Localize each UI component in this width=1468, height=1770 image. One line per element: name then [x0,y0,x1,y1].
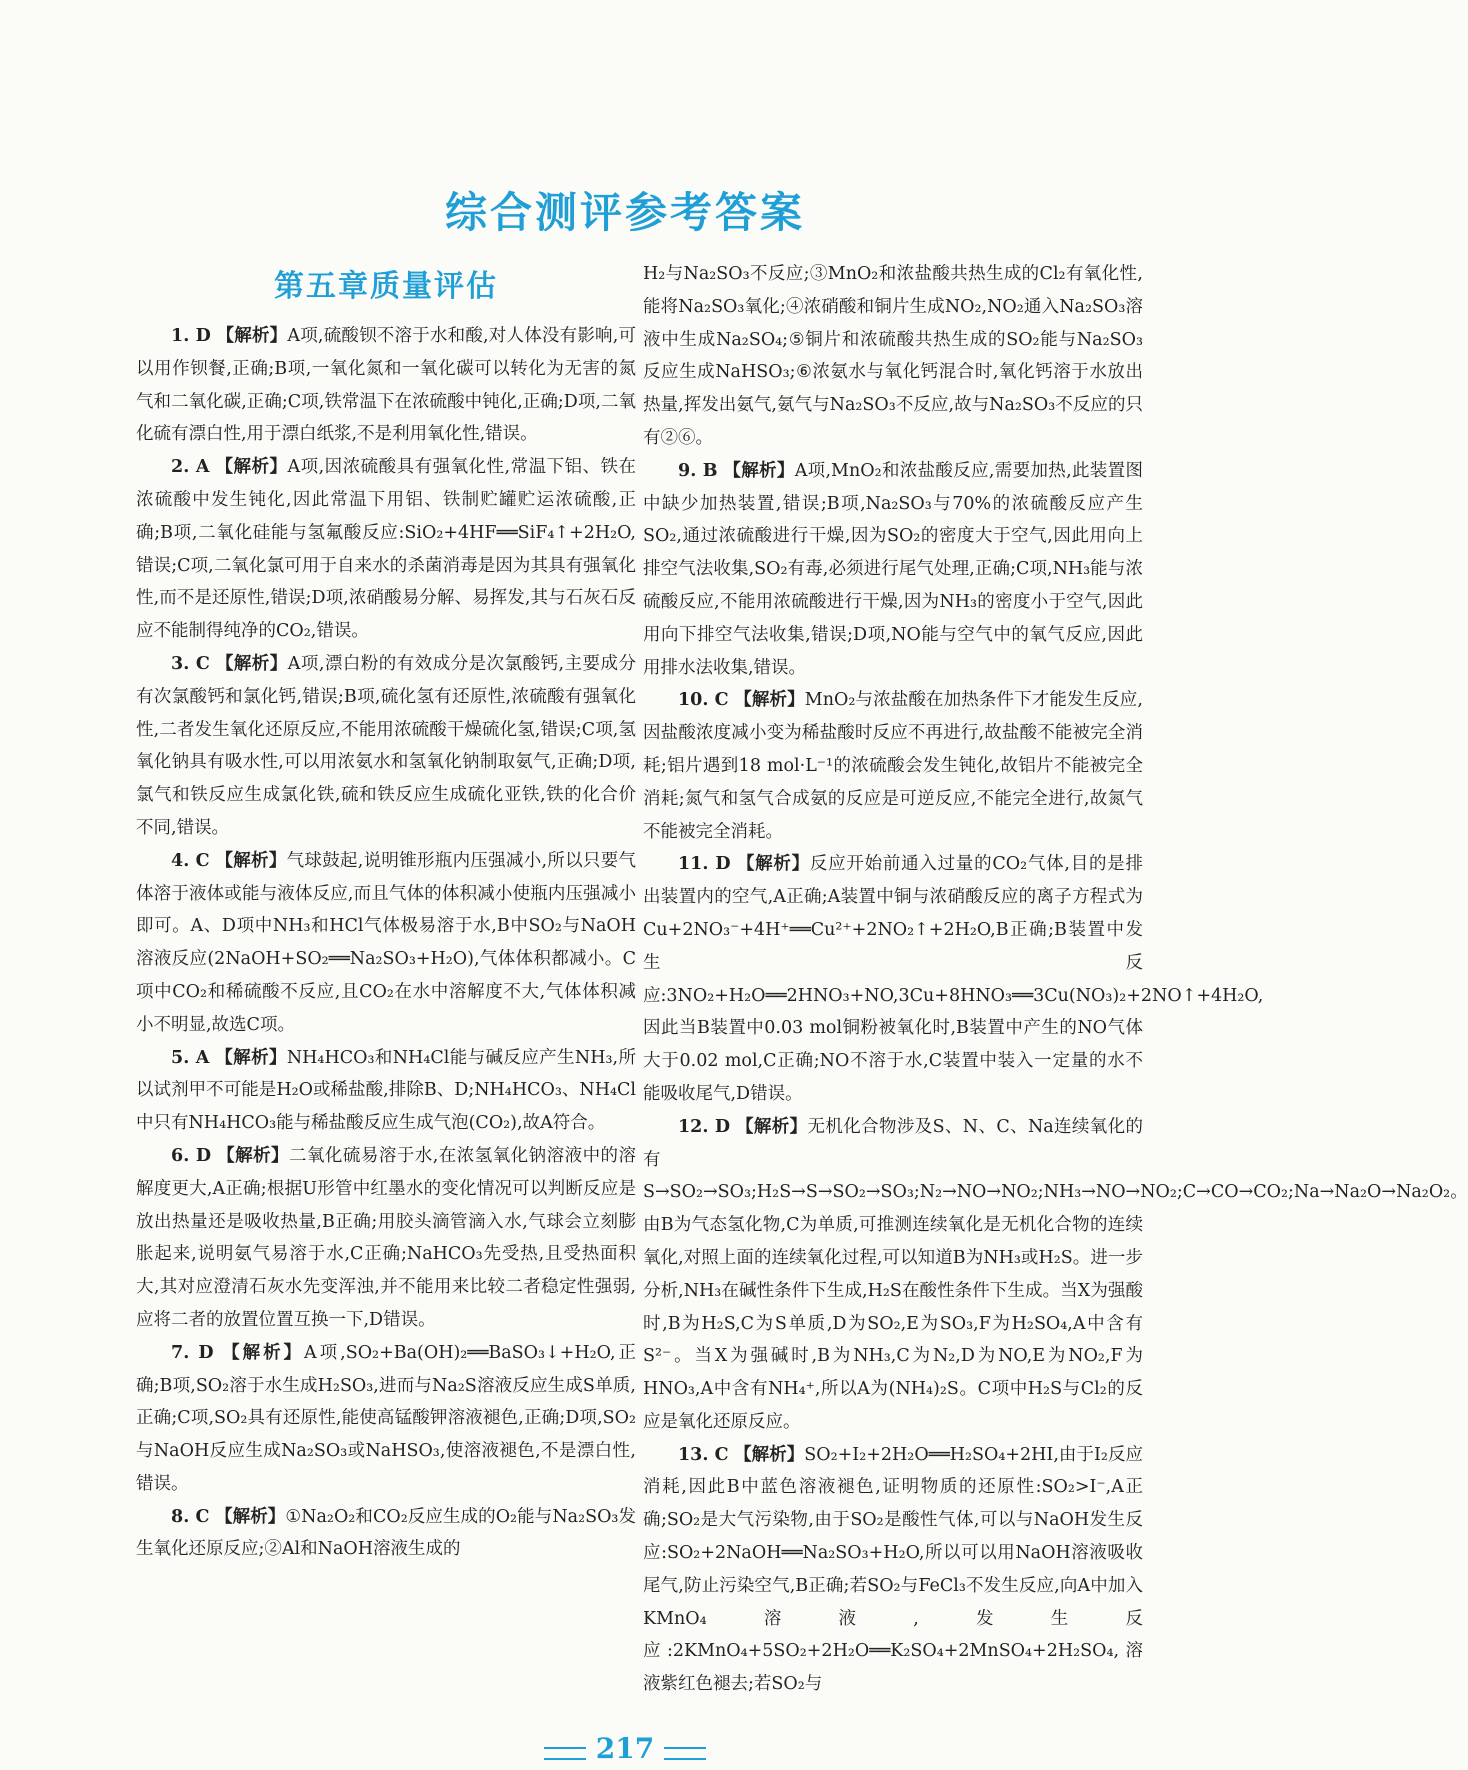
answer-choice: D [195,326,211,346]
answer-explanation: A项,MnO₂和浓盐酸反应,需要加热,此装置图中缺少加热装置,错误;B项,Na₂SO₃与70%的浓硫酸反应产生SO₂,通过浓硫酸进行干燥,因为SO₂的密度大于空气,因此用向上排空气法收集,SO₂有毒,必须进行尾气处理,正确;C项,NH₃能与浓硫酸反应,不能用浓硫酸进行干燥,因为NH₃的密度小于空气,因此用向下排空气法收集,错误;D项,NO能与空气中的氧气反应,因此用排水法收集,错误。 [643,460,1143,678]
answer-explanation: A项,SO₂+Ba(OH)₂══BaSO₃↓+H₂O,正确;B项,SO₂溶于水生成H₂SO₃,进而与Na₂S溶液反应生成S单质,正确;C项,SO₂具有还原性,能使高锰酸钾溶液褪色,正确;D项,SO₂与NaOH反应生成Na₂SO₃或NaHSO₃,使溶液褪色,不是漂白性,错误。 [136,1342,636,1494]
answer-item: 12. D 【解析】无机化合物涉及S、N、C、Na连续氧化的有S→SO₂→SO₃;H₂S→S→SO₂→SO₃;N₂→NO→NO₂;NH₃→NO→NO₂;C→CO→CO₂;Na→Na₂O→Na₂O₂。由B为气态氢化物,C为单质,可推测连续氧化是无机化合物的连续氧化,对照上面的连续氧化过程,可以知道B为NH₃或H₂S。进一步分析,NH₃在碱性条件下生成,H₂S在酸性条件下生成。当X为强酸时,B为H₂S,C为S单质,D为SO₂,E为SO₃,F为H₂SO₄,A中含有S²⁻。当X为强碱时,B为NH₃,C为N₂,D为NO,E为NO₂,F为HNO₃,A中含有NH₄⁺,所以A为(NH₄)₂S。C项中H₂S与Cl₂的反应是氧化还原反应。 [643,1116,1468,1432]
analysis-tag: 【解析】 [215,1047,287,1068]
left-answer-list [136,320,636,1566]
answer-item: 3. C 【解析】A项,漂白粉的有效成分是次氯酸钙,主要成分有次氯酸钙和氯化钙,错误;B项,硫化氢有还原性,浓硫酸有强氧化性,二者发生氧化还原反应,不能用浓硫酸干燥硫化氢,错误;C项,氢氧化钠具有吸水性,可以用浓氨水和氢氧化钠制取氨气,正确;D项,氯气和铁反应生成氯化铁,硫和铁反应生成硫化亚铁,铁的化合价不同,错误。 [136,653,637,838]
answer-item: 4. C 【解析】气球鼓起,说明锥形瓶内压强减小,所以只要气体溶于液体或能与液体反应,而且气体的体积减小使瓶内压强减小即可。A、D项中NH₃和HCl气体极易溶于水,B中SO₂与NaOH溶液反应(2NaOH+SO₂══Na₂SO₃+H₂O),气体体积都减小。C项中CO₂和稀硫酸不反应,且CO₂在水中溶解度不大,气体体积减小不明显,故选C项。 [136,850,637,1035]
answer-item: 13. C 【解析】SO₂+I₂+2H₂O══H₂SO₄+2HI,由于I₂反应消耗,因此B中蓝色溶液褪色,证明物质的还原性:SO₂>I⁻,A正确;SO₂是大气污染物,由于SO₂是酸性气体,可以与NaOH发生反应:SO₂+2NaOH══Na₂SO₃+H₂O,所以可以用NaOH溶液吸收尾气,防止污染空气,B正确;若SO₂与FeCl₃不发生反应,向A中加入KMnO₄溶液,发生反应:2KMnO₄+5SO₂+2H₂O══K₂SO₄+2MnSO₄+2H₂SO₄,溶液紫红色褪去;若SO₂与 [643,1444,1144,1695]
left-column [136,258,636,1566]
analysis-tag: 【解析】 [215,850,287,871]
answer-choice: C [714,690,729,711]
answer-choice: D [715,854,731,875]
answer-explanation: 气球鼓起,说明锥形瓶内压强减小,所以只要气体溶于液体或能与液体反应,而且气体的体积减小使瓶内压强减小即可。A、D项中NH₃和HCl气体极易溶于水,B中SO₂与NaOH溶液反应(2NaOH+SO₂══Na₂SO₃+H₂O),气体体积都减小。C项中CO₂和稀硫酸不反应,且CO₂在水中溶解度不大,气体体积减小不明显,故选C项。 [136,850,637,1035]
answer-item: 5. A 【解析】NH₄HCO₃和NH₄Cl能与碱反应产生NH₃,所以试剂甲不可能是H₂O或稀盐酸,排除B、D;NH₄HCO₃、NH₄Cl中只有NH₄HCO₃能与稀盐酸反应生成气泡(CO₂),故A符合。 [136,1047,636,1134]
answer-choice: D [198,1342,214,1363]
answer-number: 11 [678,854,703,875]
answer-item: 10. C 【解析】MnO₂与浓盐酸在加热条件下才能发生反应,因盐酸浓度减小变为稀盐酸时反应不再进行,故盐酸不能被完全消耗;铝片遇到18 mol·L⁻¹的浓硫酸会发生钝化,故铝片不能被完全消耗;氮气和氢气合成氨的反应是可逆反应,不能完全进行,故氮气不能被完全消耗。 [643,690,1143,842]
answer-explanation: 反应开始前通入过量的CO₂气体,目的是排出装置内的空气,A正确;A装置中铜与浓硝酸反应的离子方程式为Cu+2NO₃⁻+4H⁺══Cu²⁺+2NO₂↑+2H₂O,B正确;B装置中发生反应:3NO₂+H₂O══2HNO₃+NO,3Cu+8HNO₃══3Cu(NO₃)₂+2NO↑+4H₂O,因此当B装置中0.03 mol铜粉被氧化时,B装置中产生的NO气体大于0.02 mol,C正确;NO不溶于水,C装置中装入一定量的水不能吸收尾气,D错误。 [643,854,1264,1104]
answer-number: 10 [678,690,703,711]
answer-item: 9. B 【解析】A项,MnO₂和浓盐酸反应,需要加热,此装置图中缺少加热装置,错误;B项,Na₂SO₃与70%的浓硫酸反应产生SO₂,通过浓硫酸进行干燥,因为SO₂的密度大于空气,因此用向上排空气法收集,SO₂有毒,必须进行尾气处理,正确;C项,NH₃能与浓硫酸反应,不能用浓硫酸进行干燥,因为NH₃的密度小于空气,因此用向下排空气法收集,错误;D项,NO能与空气中的氧气反应,因此用排水法收集,错误。 [643,460,1143,678]
answer-explanation: SO₂+I₂+2H₂O══H₂SO₄+2HI,由于I₂反应消耗,因此B中蓝色溶液褪色,证明物质的还原性:SO₂>I⁻,A正确;SO₂是大气污染物,由于SO₂是酸性气体,可以与NaOH发生反应:SO₂+2NaOH══Na₂SO₃+H₂O,所以可以用NaOH溶液吸收尾气,防止污染空气,B正确;若SO₂与FeCl₃不发生反应,向A中加入KMnO₄溶液,发生反应:2KMnO₄+5SO₂+2H₂O══K₂SO₄+2MnSO₄+2H₂SO₄,溶液紫红色褪去;若SO₂与 [643,1444,1144,1695]
answer-number: 3 [171,653,184,674]
answer-explanation: ①Na₂O₂和CO₂反应生成的O₂能与Na₂SO₃发生氧化还原反应;②Al和NaOH溶液生成的 [136,1506,637,1560]
answer-item: 1. D 【解析】A项,硫酸钡不溶于水和酸,对人体没有影响,可以用作钡餐,正确;B项,一氧化氮和一氧化碳可以转化为无害的氮气和二氧化碳,正确;C项,铁常温下在浓硫酸中钝化,正确;D项,二氧化硫有漂白性,用于漂白纸浆,不是利用氧化性,错误。 [136,326,637,445]
analysis-tag: 【解析】 [734,1444,805,1465]
answer-choice: A [195,1047,210,1068]
right-answer-list [643,455,1468,1701]
answer-item: 7. D 【解析】A项,SO₂+Ba(OH)₂══BaSO₃↓+H₂O,正确;B项,SO₂溶于水生成H₂SO₃,进而与Na₂S溶液反应生成S单质,正确;C项,SO₂具有还原性,能使高锰酸钾溶液褪色,正确;D项,SO₂与NaOH反应生成Na₂SO₃或NaHSO₃,使溶液褪色,不是漂白性,错误。 [136,1342,636,1494]
answer-item: 2. A 【解析】A项,因浓硫酸具有强氧化性,常温下铝、铁在浓硫酸中发生钝化,因此常温下用铝、铁制贮罐贮运浓硫酸,正确;B项,二氧化硅能与氢氟酸反应:SiO₂+4HF══SiF₄↑+2H₂O,错误;C项,二氧化氯可用于自来水的杀菌消毒是因为其具有强氧化性,而不是还原性,错误;D项,浓硝酸易分解、易挥发,其与石灰石反应不能制得纯净的CO₂,错误。 [136,457,637,642]
analysis-tag: 【解析】 [215,457,288,478]
answer-item: 6. D 【解析】二氧化硫易溶于水,在浓氢氧化钠溶液中的溶解度更大,A正确;根据U形管中红墨水的变化情况可以判断反应是放出热量还是吸收热量,B正确;用胶头滴管滴入水,气球会立刻膨胀起来,说明氨气易溶于水,C正确;NaHCO₃先受热,且受热面积大,其对应澄清石灰水先变浑浊,并不能用来比较二者稳定性强弱,应将二者的放置位置互换一下,D错误。 [136,1145,637,1330]
analysis-tag: 【解析】 [736,1116,808,1137]
answer-8-continuation: H₂与Na₂SO₃不反应;③MnO₂和浓盐酸共热生成的Cl₂有氧化性,能将Na₂SO₃氧化;④浓硝酸和铜片生成NO₂,NO₂通入Na₂SO₃溶液中生成Na₂SO₄;⑤铜片和浓硫酸共热生成的SO₂能与Na₂SO₃反应生成NaHSO₃;⑥浓氨水与氧化钙混合时,氧化钙溶于水放出热量,挥发出氨气,氨气与Na₂SO₃不反应,故与Na₂SO₃不反应的只有②⑥。 [643,264,1143,448]
analysis-tag: 【解析】 [734,690,805,711]
analysis-tag: 【解析】 [215,1506,286,1527]
answer-number: 13 [678,1444,703,1465]
answer-item: 8. C 【解析】①Na₂O₂和CO₂反应生成的O₂能与Na₂SO₃发生氧化还原反应;②Al和NaOH溶液生成的 [136,1506,637,1560]
answer-number: 7 [171,1342,184,1363]
page-footer [0,1732,1250,1765]
answer-number: 12 [678,1116,703,1137]
answer-number: 1 [171,326,184,346]
analysis-tag: 【解析】 [217,1145,289,1166]
analysis-tag: 【解析】 [215,653,288,674]
page-number: 217 [595,1732,655,1765]
section-title: 第五章质量评估 [274,269,498,304]
answer-item: 11. D 【解析】反应开始前通入过量的CO₂气体,目的是排出装置内的空气,A正确;A装置中铜与浓硝酸反应的离子方程式为Cu+2NO₃⁻+4H⁺══Cu²⁺+2NO₂↑+2H₂O,B正确;B装置中发生反应:3NO₂+H₂O══2HNO₃+NO,3Cu+8HNO₃══3Cu(NO₃)₂+2NO↑+4H₂O,因此当B装置中0.03 mol铜粉被氧化时,B装置中产生的NO气体大于0.02 mol,C正确;NO不溶于水,C装置中装入一定量的水不能吸收尾气,D错误。 [643,854,1264,1104]
footer-ornament-left [544,1747,586,1760]
analysis-tag: 【解析】 [222,1342,305,1363]
footer-ornament-right [664,1747,706,1760]
answer-explanation: 二氧化硫易溶于水,在浓氢氧化钠溶液中的溶解度更大,A正确;根据U形管中红墨水的变化情况可以判断反应是放出热量还是吸收热量,B正确;用胶头滴管滴入水,气球会立刻膨胀起来,说明氨气易溶于水,C正确;NaHCO₃先受热,且受热面积大,其对应澄清石灰水先变浑浊,并不能用来比较二者稳定性强弱,应将二者的放置位置互换一下,D错误。 [136,1145,637,1330]
answer-choice: D [714,1116,731,1137]
answer-number: 6 [171,1145,184,1166]
answer-explanation: A项,硫酸钡不溶于水和酸,对人体没有影响,可以用作钡餐,正确;B项,一氧化氮和一氧化碳可以转化为无害的氮气和二氧化碳,正确;C项,铁常温下在浓硫酸中钝化,正确;D项,二氧化硫有漂白性,用于漂白纸浆,不是利用氧化性,错误。 [136,326,637,445]
answer-choice: B [702,460,718,481]
answer-choice: C [195,850,210,871]
answer-choice: A [195,457,210,478]
answer-explanation: MnO₂与浓盐酸在加热条件下才能发生反应,因盐酸浓度减小变为稀盐酸时反应不再进行,故盐酸不能被完全消耗;铝片遇到18 mol·L⁻¹的浓硫酸会发生钝化,故铝片不能被完全消耗;氮气和氢气合成氨的反应是可逆反应,不能完全进行,故氮气不能被完全消耗。 [643,690,1143,842]
analysis-tag: 【解析】 [723,460,795,481]
page-title: 综合测评参考答案 [444,188,805,237]
answer-number: 9 [678,460,691,481]
right-column [643,258,1468,1701]
answer-number: 5 [171,1047,184,1068]
answer-explanation: 无机化合物涉及S、N、C、Na连续氧化的有S→SO₂→SO₃;H₂S→S→SO₂→SO₃;N₂→NO→NO₂;NH₃→NO→NO₂;C→CO→CO₂;Na→Na₂O→Na₂O₂。由B为气态氢化物,C为单质,可推测连续氧化是无机化合物的连续氧化,对照上面的连续氧化过程,可以知道B为NH₃或H₂S。进一步分析,NH₃在碱性条件下生成,H₂S在酸性条件下生成。当X为强酸时,B为H₂S,C为S单质,D为SO₂,E为SO₃,F为H₂SO₄,A中含有S²⁻。当X为强碱时,B为NH₃,C为N₂,D为NO,E为NO₂,F为HNO₃,A中含有NH₄⁺,所以A为(NH₄)₂S。C项中H₂S与Cl₂的反应是氧化还原反应。 [643,1116,1468,1432]
answer-choice: C [195,653,210,674]
analysis-tag: 【解析】 [216,326,288,346]
answer-number: 8 [171,1506,184,1527]
analysis-tag: 【解析】 [736,854,810,875]
answer-choice: C [714,1444,729,1465]
answer-number: 4 [171,850,184,871]
answer-choice: D [195,1145,212,1166]
answer-explanation: A项,漂白粉的有效成分是次氯酸钙,主要成分有次氯酸钙和氯化钙,错误;B项,硫化氢有还原性,浓硫酸有强氧化性,二者发生氧化还原反应,不能用浓硫酸干燥硫化氢,错误;C项,氢氧化钠具有吸水性,可以用浓氨水和氢氧化钠制取氨气,正确;D项,氯气和铁反应生成氯化铁,硫和铁反应生成硫化亚铁,铁的化合价不同,错误。 [136,653,637,838]
answer-explanation: NH₄HCO₃和NH₄Cl能与碱反应产生NH₃,所以试剂甲不可能是H₂O或稀盐酸,排除B、D;NH₄HCO₃、NH₄Cl中只有NH₄HCO₃能与稀盐酸反应生成气泡(CO₂),故A符合。 [136,1047,636,1134]
answer-number: 2 [171,457,184,478]
answer-choice: C [195,1506,210,1527]
answer-explanation: A项,因浓硫酸具有强氧化性,常温下铝、铁在浓硫酸中发生钝化,因此常温下用铝、铁制贮罐贮运浓硫酸,正确;B项,二氧化硅能与氢氟酸反应:SiO₂+4HF══SiF₄↑+2H₂O,错误;C项,二氧化氯可用于自来水的杀菌消毒是因为其具有强氧化性,而不是还原性,错误;D项,浓硝酸易分解、易挥发,其与石灰石反应不能制得纯净的CO₂,错误。 [136,457,637,642]
